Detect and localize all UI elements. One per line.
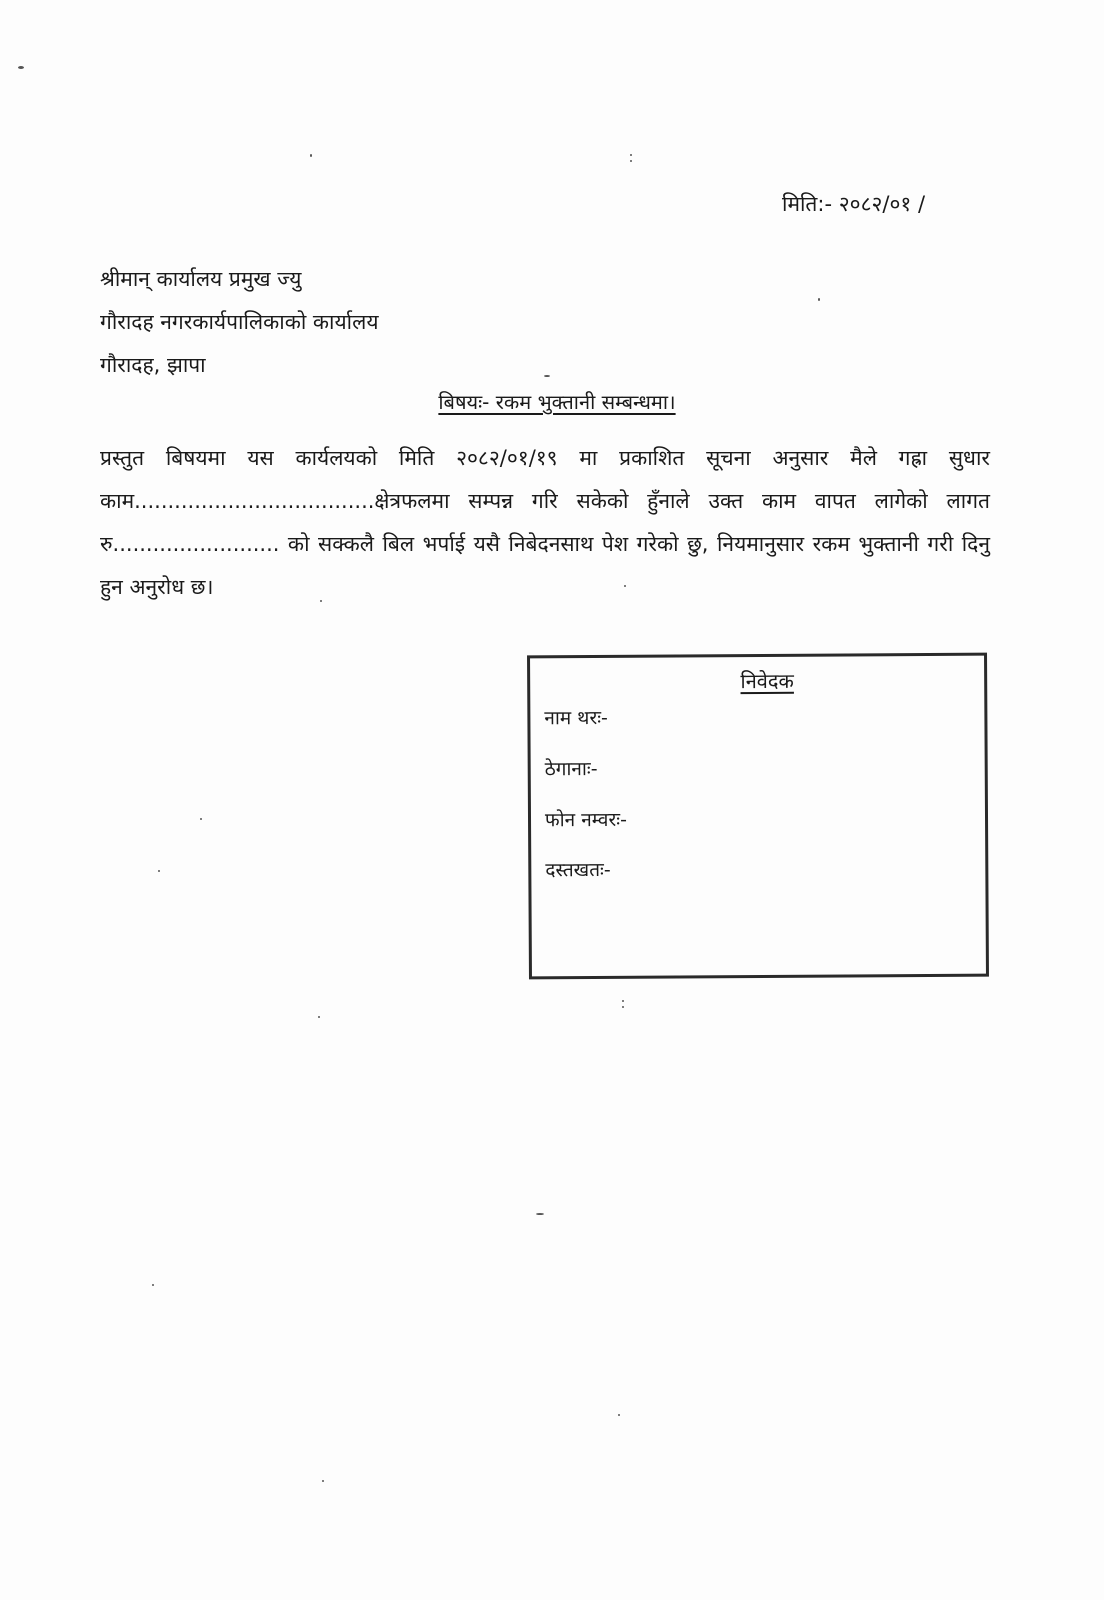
applicant-box-title: निवेदक bbox=[740, 668, 794, 694]
applicant-box bbox=[527, 653, 989, 980]
recipient-line-1: श्रीमान् कार्यालय प्रमुख ज्यु bbox=[100, 267, 302, 291]
applicant-signature-label: दस्तखतः- bbox=[545, 858, 611, 882]
subject-text: बिषयः- रकम भुक्तानी सम्बन्धमा। bbox=[438, 390, 676, 414]
subject-line bbox=[0, 388, 1104, 415]
scan-speck bbox=[322, 1480, 324, 1482]
letter-body: प्रस्तुत बिषयमा यस कार्यलयको मिति २०८२/०१/१९ मा प्रकाशित सूचना अनुसार मैले गह्रा सुधार काम....................................क्षेत्रफलमा सम्पन्न गरि सकेको हुँनाले उक्त काम वापत लागेको लागत रु......................... को सक्कलै बिल भर्पाई यसै निबेदनसाथ पेश गरेको छु, नियमानुसार रकम भुक्तानी गरी दिनु हुन अनुरोध छ। bbox=[100, 446, 990, 599]
scan-speck bbox=[818, 298, 820, 301]
scan-speck bbox=[152, 1284, 154, 1286]
scan-speck bbox=[624, 585, 626, 587]
scan-speck bbox=[630, 160, 632, 162]
scan-speck bbox=[618, 1414, 620, 1416]
applicant-address-label: ठेगानाः- bbox=[544, 757, 598, 781]
letter-date: मिति:- २०८२/०१ / bbox=[782, 192, 926, 216]
scan-speck bbox=[18, 66, 24, 69]
scan-speck bbox=[320, 600, 322, 602]
scan-speck bbox=[318, 1016, 320, 1018]
scan-speck bbox=[310, 154, 312, 157]
scan-speck bbox=[158, 870, 160, 872]
recipient-line-2: गौरादह नगरकार्यपालिकाको कार्यालय bbox=[100, 310, 379, 334]
applicant-name-label: नाम थरः- bbox=[544, 706, 608, 730]
scan-speck bbox=[622, 1000, 624, 1002]
scan-speck bbox=[544, 375, 550, 377]
scan-speck bbox=[630, 154, 632, 156]
scan-speck bbox=[200, 818, 202, 820]
recipient-address bbox=[100, 258, 379, 387]
scan-speck bbox=[536, 1213, 544, 1215]
applicant-phone-label: फोन नम्वरः- bbox=[544, 808, 627, 832]
scan-speck bbox=[622, 1006, 624, 1008]
recipient-line-3: गौरादह, झापा bbox=[100, 353, 206, 377]
